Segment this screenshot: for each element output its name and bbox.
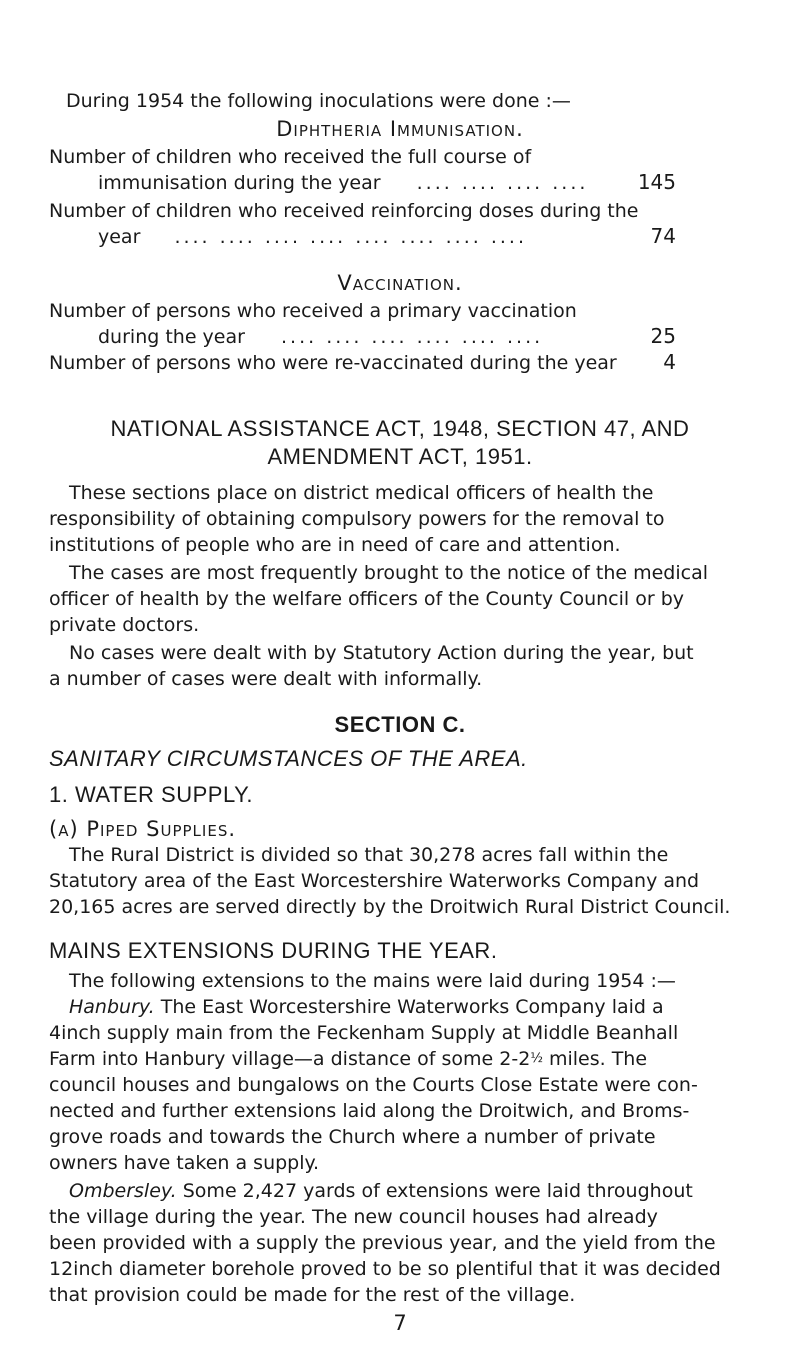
ombersley-line4: 12inch diameter borehole proved to be so plentiful that it was decided — [49, 1258, 721, 1280]
vaccination-heading: Vaccination. — [337, 271, 463, 295]
hanbury-line7: owners have taken a supply. — [49, 1152, 320, 1174]
ombersley-line3: been provided with a supply the previous year, and the yield from the — [49, 1232, 716, 1254]
diphtheria-row2-line1: Number of children who received reinforcing doses during the — [49, 200, 639, 222]
fraction-half: ½ — [530, 1051, 543, 1066]
diphtheria-row2-value: 74 — [650, 224, 676, 248]
hanbury-label: Hanbury. — [69, 996, 155, 1018]
diphtheria-row1-line1: Number of children who received the full course of — [49, 146, 532, 168]
hanbury-line4: council houses and bungalows on the Courts Close Estate were con- — [49, 1074, 698, 1096]
section-c-heading: SECTION C. — [334, 712, 466, 737]
hanbury-line1 — [69, 994, 664, 1020]
vaccination-row2-value: 4 — [663, 350, 676, 374]
diphtheria-heading: Diphtheria Immunisation. — [276, 117, 524, 141]
hanbury-line5: nected and further extensions laid along the Droitwich, and Broms- — [49, 1100, 690, 1122]
hanbury-text3b: miles. The — [548, 1048, 648, 1070]
section-c-subheading: SANITARY CIRCUMSTANCES OF THE AREA. — [49, 746, 528, 771]
water-supply-heading: 1. WATER SUPPLY. — [49, 782, 254, 807]
piped-line1: The Rural District is divided so that 30,278 acres fall within the — [69, 844, 669, 866]
hanbury-line6: grove roads and towards the Church where a number of private — [49, 1126, 656, 1148]
nat-assist-para2-line1: The cases are most frequently brought to the notice of the medical — [69, 562, 708, 584]
nat-assist-heading-line1: NATIONAL ASSISTANCE ACT, 1948, SECTION 47, AND — [110, 416, 690, 441]
leader-dots: .... .... .... .... .... .... .... .... — [174, 226, 527, 248]
hanbury-text1: The East Worcestershire Waterworks Company laid a — [160, 996, 664, 1018]
nat-assist-para3-line2: a number of cases were dealt with informally. — [49, 668, 483, 690]
ombersley-line1 — [69, 1178, 693, 1204]
vaccination-row1-label: during the year — [98, 326, 245, 348]
diphtheria-row2-label: year — [98, 226, 141, 248]
nat-assist-heading-line2: AMENDMENT ACT, 1951. — [267, 444, 533, 469]
diphtheria-row2-line2 — [98, 224, 527, 250]
piped-line3: 20,165 acres are served directly by the Droitwich Rural District Council. — [49, 896, 731, 918]
ombersley-line2: the village during the year. The new council houses had already — [49, 1206, 658, 1228]
ombersley-label: Ombersley. — [69, 1180, 177, 1202]
inoculations-intro: During 1954 the following inoculations were done :— — [66, 90, 571, 112]
piped-supplies-heading: (a) Piped Supplies. — [49, 817, 237, 841]
hanbury-line3 — [49, 1046, 647, 1072]
nat-assist-para2-line2: officer of health by the welfare officers of the County Council or by — [49, 588, 685, 610]
diphtheria-row1-value: 145 — [637, 170, 676, 194]
leader-dots: .... .... .... .... .... .... — [281, 326, 544, 348]
hanbury-line2: 4inch supply main from the Feckenham Supply at Middle Beanhall — [49, 1022, 679, 1044]
nat-assist-para3-line1: No cases were dealt with by Statutory Action during the year, but — [69, 642, 694, 664]
vaccination-row2-line1: Number of persons who were re-vaccinated during the year — [49, 352, 617, 374]
vaccination-row1-line2 — [98, 324, 543, 350]
ombersley-text1: Some 2,427 yards of extensions were laid throughout — [182, 1180, 693, 1202]
nat-assist-para2-line3: private doctors. — [49, 614, 200, 636]
diphtheria-row1-label: immunisation during the year — [98, 172, 381, 194]
mains-heading: MAINS EXTENSIONS DURING THE YEAR. — [49, 938, 498, 963]
hanbury-text3a: Farm into Hanbury village—a distance of some 2-2 — [49, 1048, 531, 1070]
diphtheria-row1-line2 — [98, 170, 588, 196]
page-number: 7 — [393, 1311, 407, 1335]
ombersley-line5: that provision could be made for the rest of the village. — [49, 1284, 576, 1306]
vaccination-row1-line1: Number of persons who received a primary vaccination — [49, 300, 577, 322]
mains-intro: The following extensions to the mains were laid during 1954 :— — [69, 970, 676, 992]
piped-line2: Statutory area of the East Worcestershire Waterworks Company and — [49, 870, 700, 892]
nat-assist-para1-line2: responsibility of obtaining compulsory powers for the removal to — [49, 508, 665, 530]
nat-assist-para1-line3: institutions of people who are in need of care and attention. — [49, 534, 621, 556]
nat-assist-para1-line1: These sections place on district medical officers of health the — [69, 482, 654, 504]
leader-dots: .... .... .... .... — [416, 172, 589, 194]
vaccination-row1-value: 25 — [650, 324, 676, 348]
